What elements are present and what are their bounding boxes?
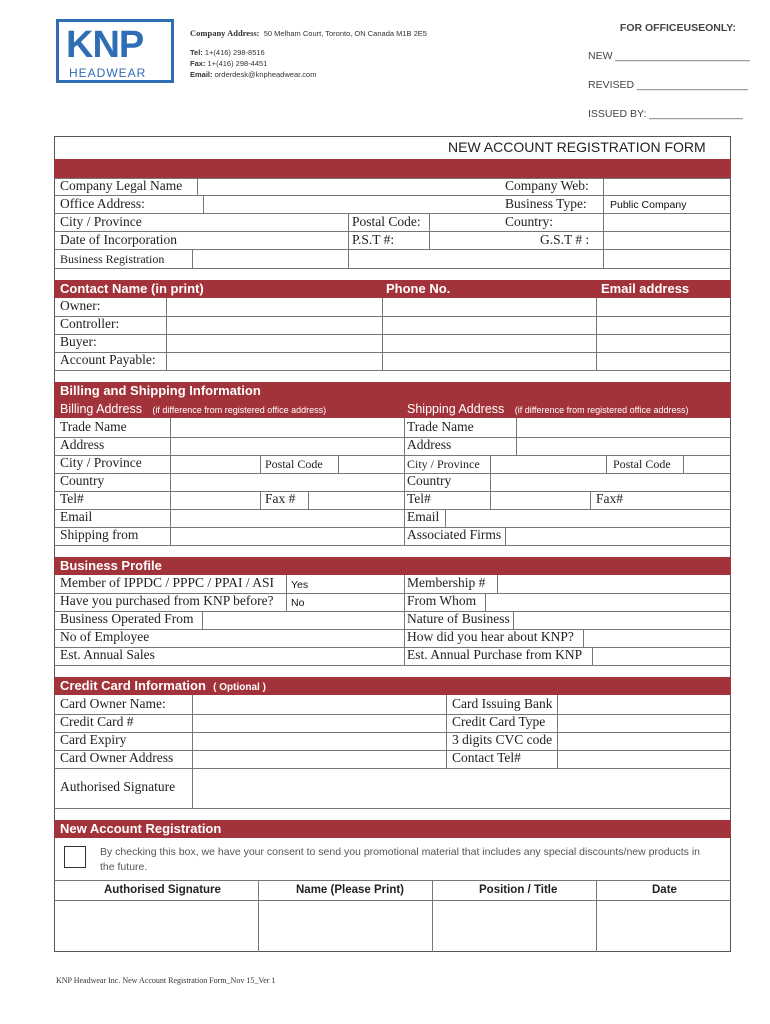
incorporation-label: Date of Incorporation	[60, 232, 177, 247]
annual-sales-label: Est. Annual Sales	[60, 647, 155, 662]
fax-value: 1+(416) 298-4451	[207, 59, 268, 68]
date-cell[interactable]	[597, 901, 730, 951]
shipping-address-title	[407, 402, 688, 416]
form-title: NEW ACCOUNT REGISTRATION FORM	[448, 139, 706, 155]
contact-buyer-label: Buyer:	[60, 334, 97, 349]
company-address	[190, 28, 427, 38]
logo-subtext: HEADWEAR	[69, 66, 147, 80]
profile-section-title: Business Profile	[60, 558, 162, 573]
business-type-value[interactable]: Public Company	[610, 199, 687, 211]
credit-optional-note: ( Optional )	[213, 682, 266, 693]
office-revised-field[interactable]: REVISED ___________________	[588, 79, 748, 91]
name-cell[interactable]	[259, 901, 431, 951]
email-label: Email:	[190, 70, 213, 79]
office-use-title: FOR OFFICEUSEONLY:	[619, 22, 736, 34]
operated-label: Business Operated From	[60, 611, 194, 626]
billing-address-label: Address	[60, 437, 105, 452]
legal-name-label: Company Legal Name	[60, 178, 183, 193]
postal-code-label: Postal Code:	[352, 214, 421, 229]
shipping-country-label: Country	[407, 473, 452, 488]
footer-text: KNP Headwear Inc. New Account Registration Form_Nov 15_Ver 1	[56, 976, 276, 985]
card-owner-address-label: Card Owner Address	[60, 750, 174, 765]
contact-payable-label: Account Payable:	[60, 352, 156, 367]
col-position: Position / Title	[479, 884, 558, 896]
shipping-from-label: Shipping from	[60, 527, 139, 542]
from-whom-label: From Whom	[407, 593, 477, 608]
employees-label: No of Employee	[60, 629, 150, 644]
purchased-label: Have you purchased from KNP before?	[60, 593, 274, 608]
shipping-trade-name-label: Trade Name	[407, 419, 474, 434]
business-type-label: Business Type:	[505, 196, 587, 211]
col-name: Name (Please Print)	[296, 884, 405, 896]
email-header: Email address	[601, 281, 690, 296]
purchased-value[interactable]: No	[291, 597, 305, 609]
card-contact-tel-label: Contact Tel#	[452, 750, 521, 765]
company-email	[190, 70, 316, 79]
annual-purchase-label: Est. Annual Purchase from KNP	[407, 647, 583, 662]
consent-text: By checking this box, we have your consent to send you promotional material that includes any special discounts/new products in the future.	[100, 846, 700, 873]
tel-value: 1+(416) 298-8516	[204, 48, 265, 57]
col-authorised-signature: Authorised Signature	[104, 884, 221, 896]
shipping-postal-label: Postal Code	[613, 457, 671, 471]
signature-cell[interactable]	[55, 901, 257, 951]
shipping-city-label: City / Province	[407, 457, 480, 471]
shipping-address-label: Address	[407, 437, 452, 452]
shipping-email-label: Email	[407, 509, 440, 524]
company-fax	[190, 59, 267, 68]
pst-label: P.S.T #:	[352, 232, 395, 247]
phone-header: Phone No.	[386, 281, 451, 296]
card-type-label: Credit Card Type	[452, 714, 546, 729]
associated-firms-label: Associated Firms	[407, 527, 502, 542]
billing-title-text: Billing Address	[60, 402, 142, 416]
registration-label: Business Registration	[60, 252, 165, 266]
company-tel	[190, 48, 265, 57]
company-section-bar	[54, 159, 731, 178]
shipping-tel-label: Tel#	[407, 491, 431, 506]
company-logo	[56, 19, 174, 83]
office-new-field[interactable]: NEW _______________________	[588, 50, 750, 62]
billing-section-title: Billing and Shipping Information	[60, 383, 261, 398]
member-label: Member of IPPDC / PPPC / PPAI / ASI	[60, 575, 275, 590]
contact-name-header: Contact Name (in print)	[60, 281, 204, 296]
nature-label: Nature of Business	[407, 611, 510, 626]
billing-note: (if difference from registered office address)	[152, 405, 327, 415]
contact-owner-label: Owner:	[60, 298, 101, 313]
registration-section-title: New Account Registration	[60, 821, 222, 836]
logo-text: KNP	[66, 24, 144, 66]
card-signature-label: Authorised Signature	[60, 779, 176, 794]
billing-tel-label: Tel#	[60, 491, 84, 506]
member-value[interactable]: Yes	[291, 579, 309, 591]
office-address-label: Office Address:	[60, 196, 145, 211]
billing-fax-label: Fax #	[265, 491, 296, 506]
contact-controller-label: Controller:	[60, 316, 120, 331]
card-cvc-label: 3 digits CVC code	[452, 732, 553, 747]
membership-label: Membership #	[407, 575, 486, 590]
card-expiry-label: Card Expiry	[60, 732, 127, 747]
credit-section-title	[60, 678, 266, 693]
position-cell[interactable]	[433, 901, 595, 951]
card-bank-label: Card Issuing Bank	[452, 696, 553, 711]
shipping-note: (if difference from registered office address)	[514, 405, 689, 415]
shipping-title-text: Shipping Address	[407, 402, 505, 416]
address-label: Company Address:	[190, 28, 260, 38]
gst-label: G.S.T # :	[540, 232, 590, 247]
email-value: orderdesk@knpheadwear.com	[214, 70, 317, 79]
hear-label: How did you hear about KNP?	[407, 629, 574, 644]
country-label: Country:	[505, 214, 554, 229]
office-issued-field[interactable]: ISSUED BY: ________________	[588, 108, 743, 120]
company-web-label: Company Web:	[505, 178, 589, 193]
fax-label: Fax:	[190, 59, 206, 68]
card-owner-name-label: Card Owner Name:	[60, 696, 166, 711]
tel-label: Tel:	[190, 48, 203, 57]
city-province-label: City / Province	[60, 214, 142, 229]
billing-postal-label: Postal Code	[265, 457, 323, 471]
consent-checkbox[interactable]	[64, 846, 86, 868]
shipping-fax-label: Fax#	[596, 491, 623, 506]
billing-address-title	[60, 402, 326, 416]
billing-city-label: City / Province	[60, 455, 142, 470]
card-number-label: Credit Card #	[60, 714, 134, 729]
billing-trade-name-label: Trade Name	[60, 419, 127, 434]
billing-country-label: Country	[60, 473, 105, 488]
billing-email-label: Email	[60, 509, 93, 524]
credit-title-text: Credit Card Information	[60, 678, 206, 693]
col-date: Date	[652, 884, 677, 896]
address-value: 50 Melham Court, Toronto, ON Canada M1B 2E5	[263, 29, 427, 38]
